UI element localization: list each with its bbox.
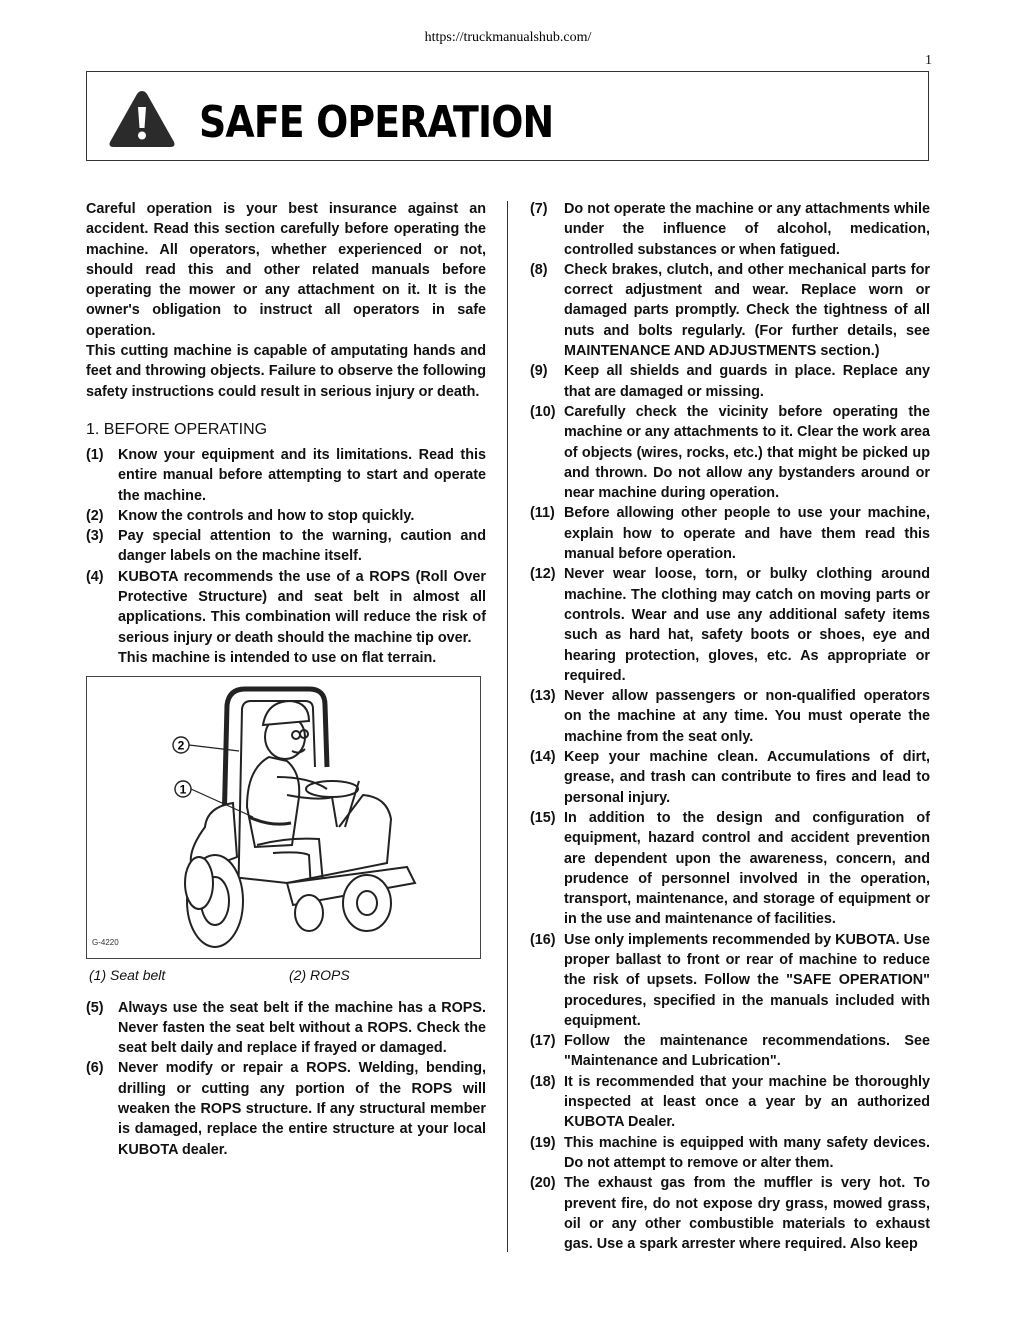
item-number: (18) — [530, 1073, 556, 1090]
item-text: KUBOTA recommends the use of a ROPS (Roll Over Protective Structure) and seat belt in almost all applications. This combination will reduce the risk of serious injury or death should the machine tip over. — [118, 568, 486, 646]
list-item — [86, 567, 486, 648]
left-column — [86, 199, 486, 1160]
item-text: Check brakes, clutch, and other mechanical parts for correct adjustment and wear. Replace worn or damaged parts promptly. Check the tightness of all nuts and bolts regularly. (For further details, see MAINTENANCE AND ADJUSTMENTS section.) — [564, 261, 930, 360]
item-number: (14) — [530, 749, 556, 766]
item-number: (4) — [86, 568, 104, 585]
item-text: In addition to the design and configuration of equipment, hazard control and accident prevention are dependent upon the awareness, concern, and prudence of personnel involved in the operation, transport, maintenance, and storage of equipment or in the use and maintenance of facilities. — [564, 809, 930, 928]
item-text: Know your equipment and its limitations. Read this entire manual before attempting to start and operate the machine. — [118, 446, 486, 504]
page-title: SAFE OPERATION — [199, 97, 554, 148]
item-text: Follow the maintenance recommendations. See "Maintenance and Lubrication". — [564, 1033, 930, 1070]
list-item — [530, 686, 930, 747]
list-item — [530, 808, 930, 930]
item-text: Pay special attention to the warning, caution and danger labels on the machine itself. — [118, 528, 486, 565]
item-number: (17) — [530, 1033, 556, 1050]
list-item — [530, 503, 930, 564]
item-number: (12) — [530, 566, 556, 583]
item-number: (7) — [530, 201, 548, 217]
list-item — [86, 506, 486, 526]
rops-illustration — [86, 676, 481, 959]
item-number: (9) — [530, 363, 548, 380]
terrain-note: This machine is intended to use on flat terrain. — [118, 649, 437, 666]
list-item — [86, 526, 486, 567]
list-item — [530, 1173, 930, 1254]
item-text: It is recommended that your machine be thoroughly inspected at least once a year by an authorized KUBOTA Dealer. — [564, 1073, 930, 1131]
item-text: Never allow passengers or non-qualified operators on the machine at any time. You must operate the machine from the seat only. — [564, 688, 930, 745]
item-text: Keep all shields and guards in place. Replace any that are damaged or missing. — [564, 363, 930, 400]
item-text: Always use the seat belt if the machine has a ROPS. Never fasten the seat belt without a ROPS. Check the seat belt daily and replace if frayed or damaged. — [118, 999, 486, 1057]
list-item — [530, 930, 930, 1031]
list-item — [86, 1058, 486, 1159]
item-text: The exhaust gas from the muffler is very hot. To prevent fire, do not expose dry grass, mowed grass, oil or any other combustible materials to exhaust gas. Use a spark arrester where required. Also keep — [564, 1175, 930, 1253]
intro-paragraph: Careful operation is your best insurance against an accident. Read this section carefully before operating the machine. All operators, whether experienced or not, should read this and other related manuals before operating the mower or any attachment on it. It is the owner's obligation to instruct all operators in safe operation. — [86, 201, 486, 339]
item-text: Never modify or repair a ROPS. Welding, bending, drilling or cutting any portion of the ROPS will weaken the ROPS structure. If any structural member is damaged, replace the entire structure at your local KUBOTA dealer. — [118, 1060, 486, 1158]
item-number: (20) — [530, 1175, 556, 1192]
figure-code: G-4220 — [92, 937, 119, 947]
item-number: (15) — [530, 809, 556, 826]
item-text: Carefully check the vicinity before operating the machine or any attachments to it. Clear the work area of objects (wires, rocks, etc.) that might be picked up and thrown. Do not allow any bystanders around or near machine during operation. — [564, 403, 930, 502]
callout-1: 1 — [179, 782, 187, 797]
list-item — [530, 1072, 930, 1133]
list-item — [86, 445, 486, 506]
title-banner — [86, 71, 929, 161]
item-number: (11) — [530, 505, 555, 522]
item-text: Use only implements recommended by KUBOTA. Use proper ballast to front or rear of machine to reduce the risk of upsets. Follow the "SAFE OPERATION" procedures, specified in the manuals included with equipment. — [564, 931, 930, 1029]
list-item — [86, 998, 486, 1059]
warning-triangle-icon — [107, 88, 177, 150]
item-number: (13) — [530, 688, 556, 705]
item-number: (1) — [86, 446, 104, 463]
item-number: (3) — [86, 528, 104, 545]
list-item — [530, 361, 930, 402]
column-divider — [507, 201, 508, 1252]
list-item — [530, 1133, 930, 1174]
item-number: (6) — [86, 1060, 104, 1077]
item-text: Do not operate the machine or any attachments while under the influence of alcohol, medication, controlled substances or when fatigued. — [564, 201, 930, 258]
list-item — [530, 402, 930, 503]
list-item — [530, 1031, 930, 1072]
item-number: (19) — [530, 1134, 556, 1151]
list-item — [530, 199, 930, 260]
figure-caption — [86, 965, 486, 985]
caption-rops: (2) ROPS — [289, 967, 350, 984]
item-number: (5) — [86, 999, 104, 1016]
item-text: Before allowing other people to use your machine, explain how to operate and have them read this manual before operation. — [564, 505, 930, 563]
item-text: Never wear loose, torn, or bulky clothing around machine. The clothing may catch on moving parts or controls. Wear and use any additional safety items such as hard hat, safety boots or shoes, eye and hearing protection, gloves, etc. As appropriate or required. — [564, 566, 930, 684]
page-number: 1 — [925, 53, 932, 68]
source-url[interactable]: https://truckmanualshub.com/ — [424, 30, 592, 45]
item-number: (10) — [530, 403, 556, 420]
list-item — [530, 564, 930, 686]
item-number: (8) — [530, 261, 548, 278]
item-number: (2) — [86, 507, 104, 524]
item-text: Keep your machine clean. Accumulations of dirt, grease, and trash can contribute to fires and lead to personal injury. — [564, 749, 930, 806]
list-item — [530, 260, 930, 361]
item-text: Know the controls and how to stop quickly. — [118, 507, 415, 524]
item-text: This machine is equipped with many safety devices. Do not attempt to remove or alter them. — [564, 1134, 930, 1171]
right-column — [530, 199, 930, 1254]
callout-2: 2 — [177, 738, 185, 753]
warning-paragraph: This cutting machine is capable of amputating hands and feet and throwing objects. Failure to observe the following safety instructions could result in serious injury or death. — [86, 343, 486, 400]
mower-drawing — [87, 677, 480, 958]
item-number: (16) — [530, 931, 556, 948]
caption-seat-belt: (1) Seat belt — [89, 967, 166, 984]
list-item — [530, 747, 930, 808]
section-heading: 1. BEFORE OPERATING — [86, 420, 268, 438]
